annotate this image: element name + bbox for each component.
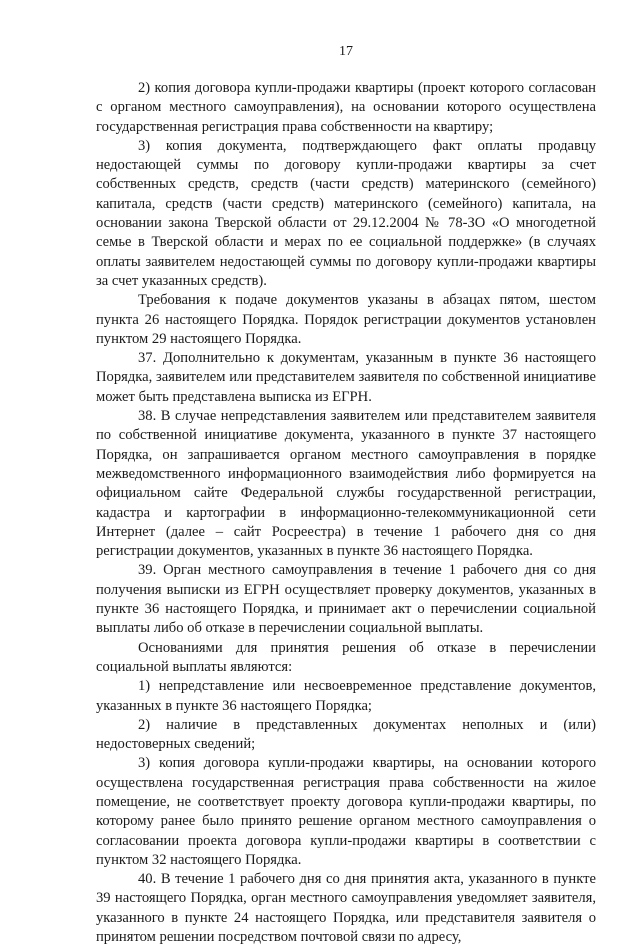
list-item-refusal-2: 2) наличие в представленных документах неполных и (или) недостоверных сведений;	[96, 716, 596, 753]
paragraph-submission-requirements: Требования к подаче документов указаны в абзацах пятом, шестом пункта 26 настоящего Порядка. Порядок регистрации документов установлен пунктом 29 настоящего Порядка.	[96, 292, 596, 347]
paragraph-refusal-grounds: Основаниями для принятия решения об отказе в перечислении социальной выплаты являются:	[96, 639, 596, 675]
list-item-refusal-3: 3) копия договора купли-продажи квартиры, на основании которого осуществлена государственная регистрация права собственности на жилое помещение, не соответствует проекту договора купли-продажи квартиры, по которому ранее было принято решение органом местного самоуправления о согласовании проекта договора купли-продажи квартиры в соответствии с пунктом 32 настоящего Порядка.	[96, 755, 596, 868]
clause-39: 39. Орган местного самоуправления в течение 1 рабочего дня со дня получения выписки из ЕГРН осуществляет проверку документов, указанных в пункте 36 настоящего Порядка, и принимает акт о перечислении социальной выплаты либо об отказе в перечислении социальной выплаты.	[96, 562, 596, 637]
clause-38: 38. В случае непредставления заявителем или представителем заявителя по собственной инициативе документа, указанного в пункте 37 настоящего Порядка, он запрашивается органом местного самоуправления в порядке межведомственного информационного взаимодействия либо формируется на официальном сайте Федеральной службы государственной регистрации, кадастра и картографии в информационно-телекоммуникационной сети Интернет (далее – сайт Росреестра) в течение 1 рабочего дня со дня регистрации документов, указанных в пункте 36 настоящего Порядка.	[96, 408, 596, 560]
page-number: 17	[339, 44, 353, 59]
list-item-contract-copy: 2) копия договора купли-продажи квартиры (проект которого согласован с органом местного самоуправления), на основании которого осуществлена государственная регистрация права собственности на квартиру;	[96, 80, 596, 135]
list-item-payment-document: 3) копия документа, подтверждающего факт оплаты продавцу недостающей суммы по договору купли-продажи квартиры за счет собственных средств, средств (части средств) материнского (семейного) капитала, средств (части средств) материнского (семейного) капитала, на основании закона Тверской области от 29.12.2004 № 78-ЗО «О многодетной семье в Тверской области и мерах по ее социальной поддержке» (в случаях оплаты заявителем недостающей суммы по договору купли-продажи квартиры за счет указанных средств).	[96, 137, 596, 289]
list-item-refusal-1: 1) непредставление или несвоевременное представление документов, указанных в пункте 36 настоящего Порядка;	[96, 678, 596, 714]
clause-40: 40. В течение 1 рабочего дня со дня принятия акта, указанного в пункте 39 настоящего Порядка, орган местного самоуправления уведомляет заявителя, указанного в пункте 24 настоящего Порядка, или представителя заявителя о принятом решении посредством почтовой связи по адресу,	[96, 871, 596, 946]
clause-37: 37. Дополнительно к документам, указанным в пункте 36 настоящего Порядка, заявителем или представителем заявителя по собственной инициативе может быть представлена выписка из ЕГРН.	[96, 350, 596, 405]
